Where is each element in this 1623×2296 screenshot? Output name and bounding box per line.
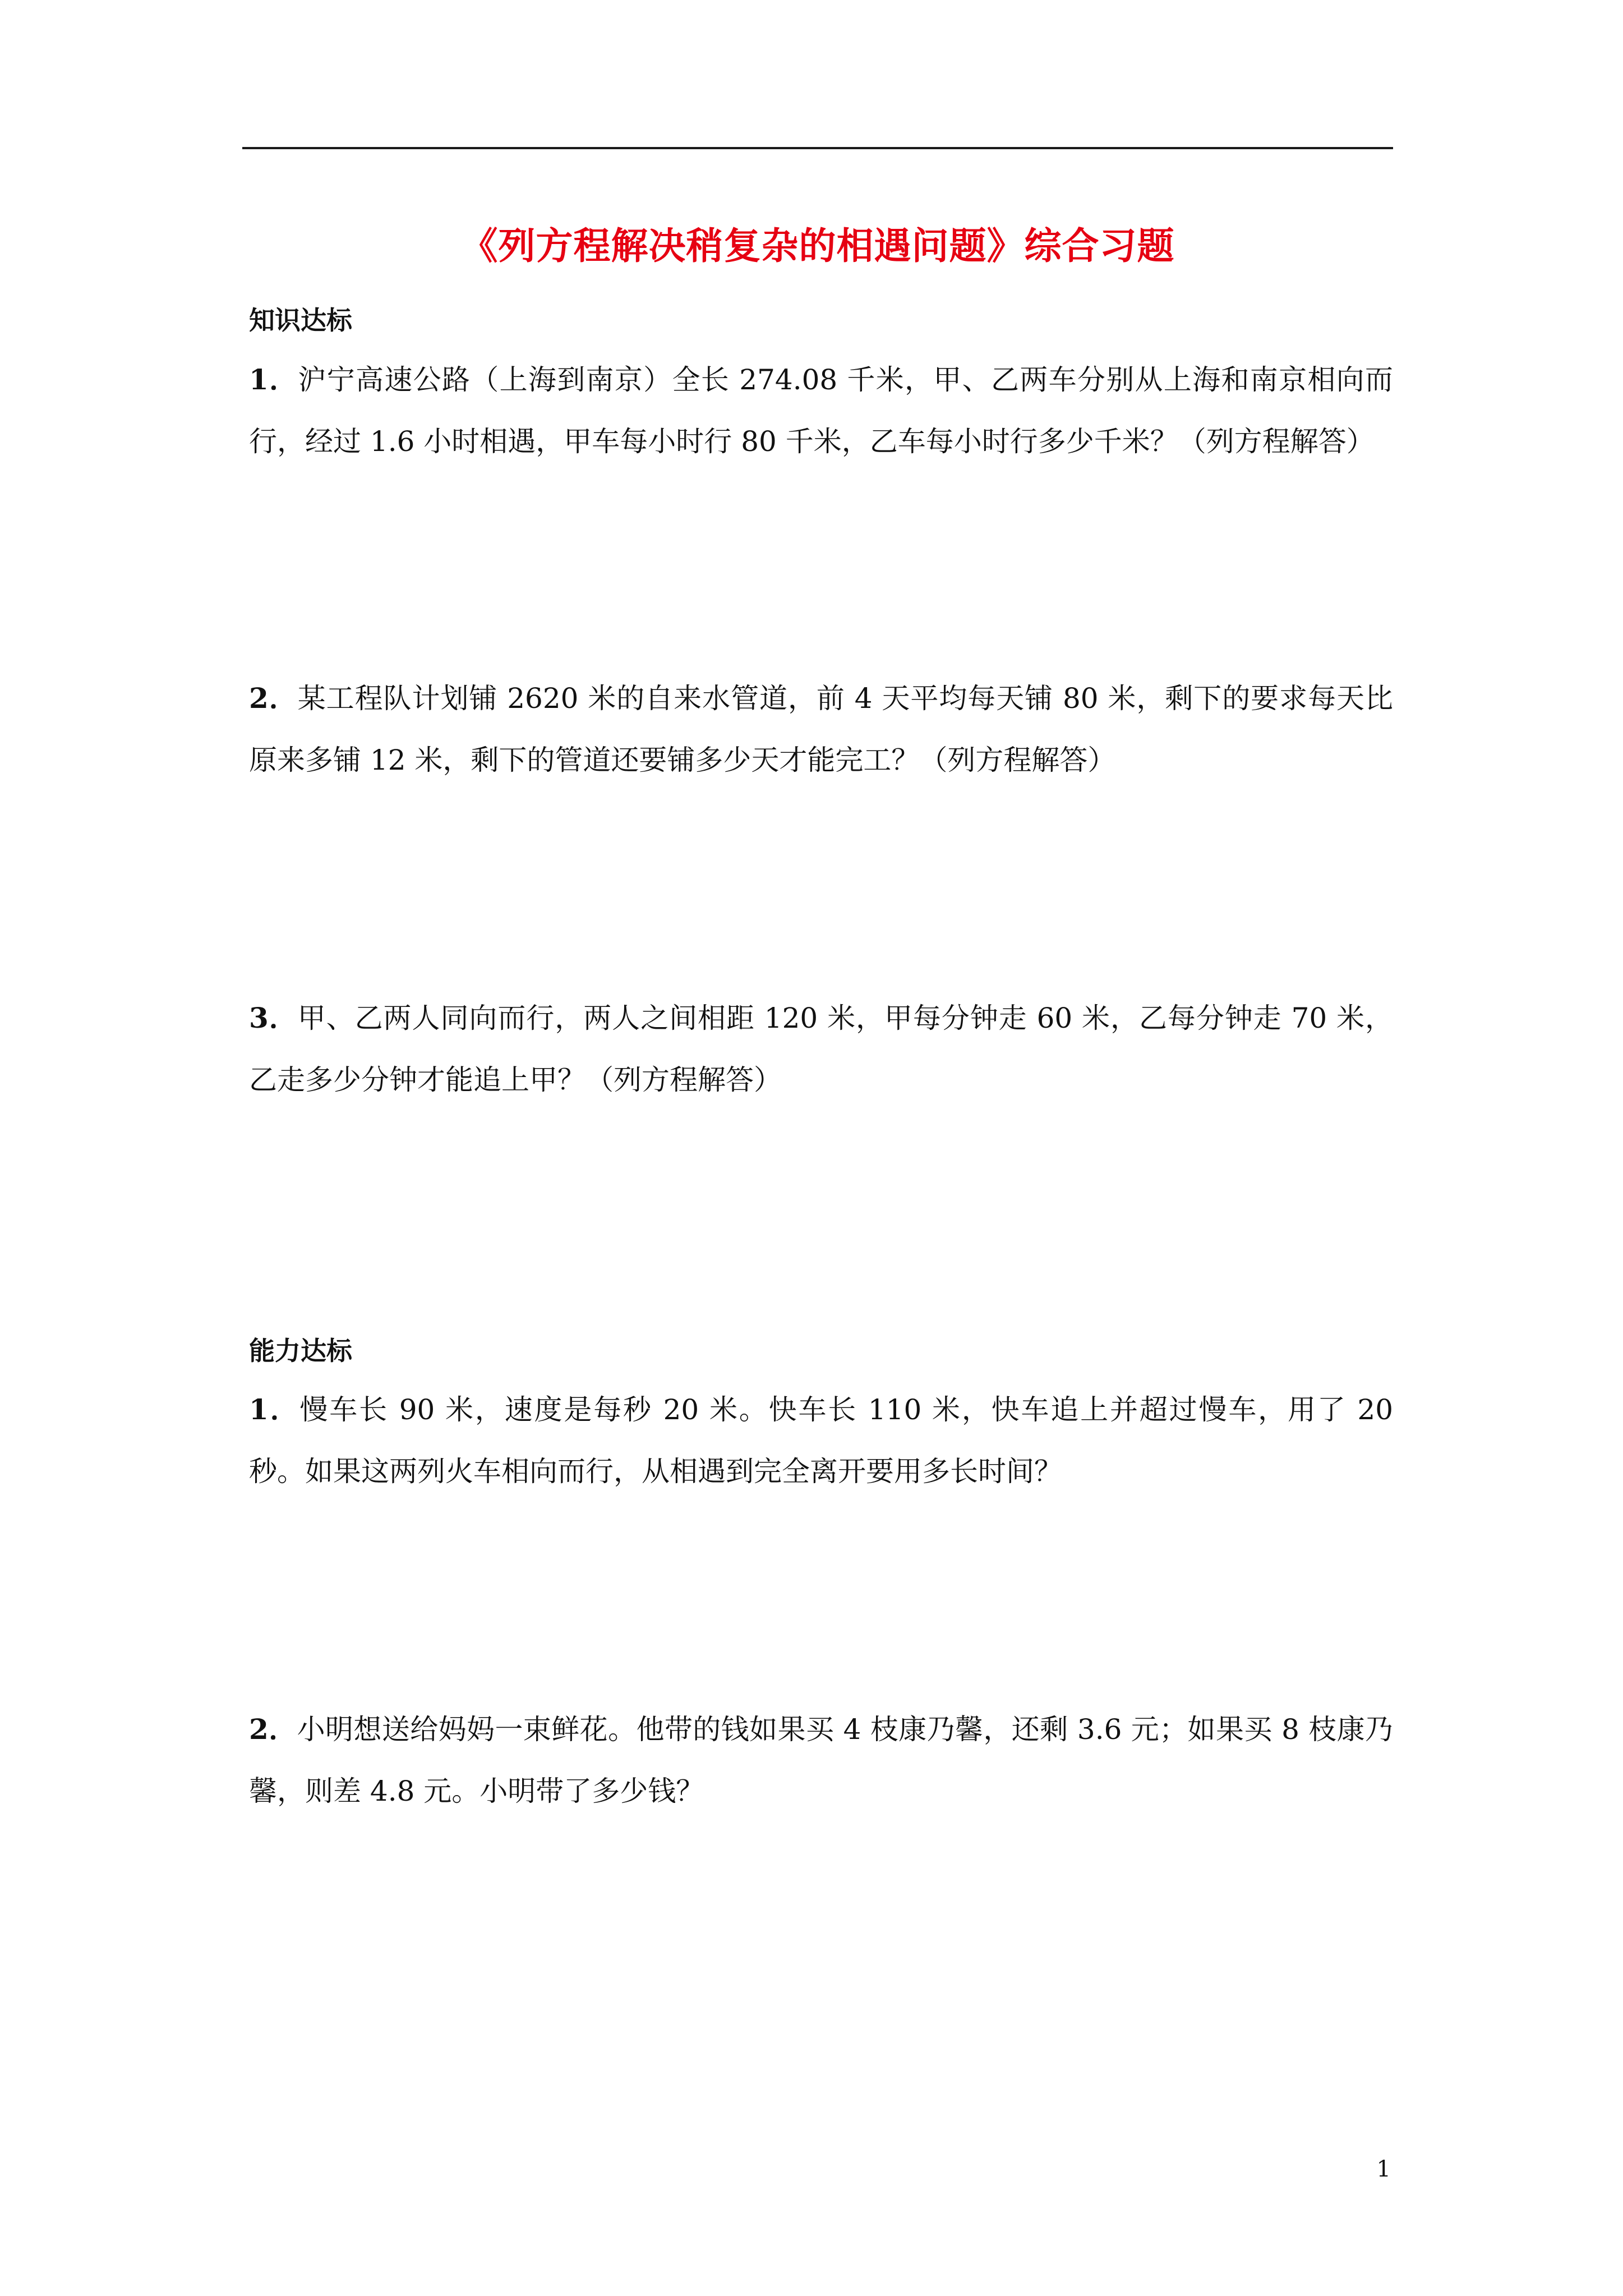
header-rule bbox=[242, 147, 1393, 149]
question-text: 某工程队计划铺 2620 米的自来水管道，前 4 天平均每天铺 80 米，剩下的要求每天比原来多铺 12 米，剩下的管道还要铺多少天才能完工？（列方程解答） bbox=[249, 682, 1393, 776]
page-title: 《列方程解决稍复杂的相遇问题》综合习题 bbox=[460, 224, 1175, 268]
section-heading-knowledge: 知识达标 bbox=[249, 305, 352, 335]
question-2-2 bbox=[249, 1699, 1393, 1822]
question-1-1 bbox=[249, 349, 1393, 472]
section-heading-ability: 能力达标 bbox=[249, 1336, 352, 1366]
question-text: 慢车长 90 米，速度是每秒 20 米。快车长 110 米，快车追上并超过慢车，用了 20 秒。如果这两列火车相向而行，从相遇到完全离开要用多长时间？ bbox=[249, 1393, 1394, 1488]
question-1-2 bbox=[249, 668, 1393, 791]
question-number: 2． bbox=[249, 682, 298, 715]
question-text: 甲、乙两人同向而行，两人之间相距 120 米，甲每分钟走 60 米，乙每分钟走 70 米，乙走多少分钟才能追上甲？（列方程解答） bbox=[249, 1002, 1393, 1096]
question-1-3 bbox=[249, 987, 1393, 1111]
page-number: 1 bbox=[1376, 2156, 1391, 2182]
question-number: 1． bbox=[249, 1393, 300, 1426]
question-text: 小明想送给妈妈一束鲜花。他带的钱如果买 4 枝康乃馨，还剩 3.6 元；如果买 8 枝康乃馨，则差 4.8 元。小明带了多少钱？ bbox=[249, 1713, 1393, 1807]
question-2-1 bbox=[249, 1379, 1393, 1502]
question-number: 3． bbox=[249, 1001, 298, 1034]
question-number: 1． bbox=[249, 363, 298, 396]
question-text: 沪宁高速公路（上海到南京）全长 274.08 千米，甲、乙两车分别从上海和南京相向而行，经过 1.6 小时相遇，甲车每小时行 80 千米，乙车每小时行多少千米？（列方程解答） bbox=[249, 364, 1393, 458]
question-number: 2． bbox=[249, 1713, 297, 1746]
